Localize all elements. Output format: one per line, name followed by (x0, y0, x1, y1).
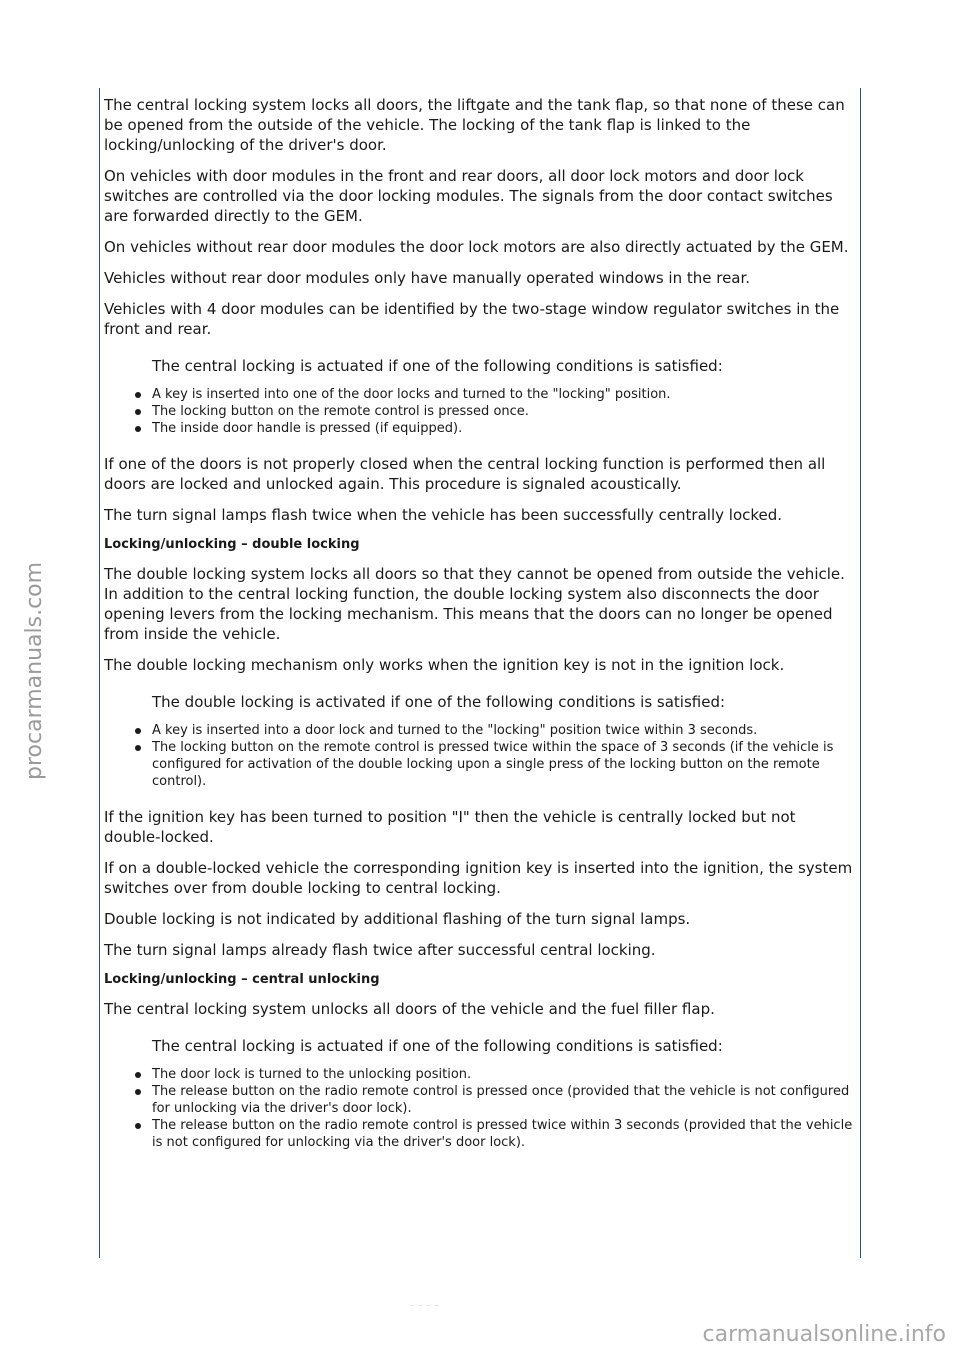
bullet-icon (135, 1072, 141, 1078)
bullet-icon (135, 409, 141, 415)
paragraph: The central locking system unlocks all doors of the vehicle and the fuel filler flap. (104, 1000, 715, 1018)
bullet-icon (135, 745, 141, 751)
list-item-text: A key is inserted into one of the door locks and turned to the "locking" position. (152, 387, 671, 402)
list-item (104, 386, 856, 403)
paragraph: The double locking mechanism only works when the ignition key is not in the ignition lock. (104, 656, 785, 674)
bullet-icon (135, 1123, 141, 1129)
conditions-intro: The double locking is activated if one of the following conditions is satisfied: (152, 693, 726, 711)
list-item-text: The locking button on the remote control is pressed twice within the space of 3 seconds (if the vehicle is configured for activation of the double locking upon a single press of the locking button on the remote control). (152, 740, 834, 789)
list-item (104, 403, 856, 420)
list-item (104, 739, 856, 790)
section-heading-double-locking: Locking/unlocking – double locking (104, 537, 360, 552)
bullet-icon (135, 1089, 141, 1095)
paragraph: If the ignition key has been turned to position "I" then the vehicle is centrally locked but not double-locked. (104, 808, 796, 846)
list-item-text: The release button on the radio remote control is pressed once (provided that the vehicle is not configured for unlocking via the driver's door lock). (152, 1084, 850, 1116)
conditions-list (104, 722, 856, 790)
bottom-watermark: carmanualsonline.info (702, 1322, 946, 1347)
list-item-text: The inside door handle is pressed (if equipped). (152, 421, 463, 436)
paragraph: The central locking system locks all doors, the liftgate and the tank flap, so that none of these can be opened from the outside of the vehicle. The locking of the tank flap is linked to the locking/unlocking of the driver's door. (104, 96, 845, 154)
list-item (104, 1117, 856, 1151)
list-item-text: The release button on the radio remote control is pressed twice within 3 seconds (provided that the vehicle is not configured for unlocking via the driver's door lock). (152, 1118, 853, 1150)
paragraph: On vehicles with door modules in the front and rear doors, all door lock motors and door lock switches are controlled via the door locking modules. The signals from the door contact switches are forwarded directly to the GEM. (104, 167, 833, 225)
conditions-list (104, 1066, 856, 1151)
side-watermark: procarmanuals.com (22, 561, 47, 780)
paragraph: If one of the doors is not properly closed when the central locking function is performed then all doors are locked and unlocked again. This procedure is signaled acoustically. (104, 455, 826, 493)
bullet-icon (135, 728, 141, 734)
list-item (104, 1083, 856, 1117)
conditions-intro: The central locking is actuated if one of the following conditions is satisfied: (152, 357, 723, 375)
page-number-marker: - - - - (410, 1298, 439, 1312)
bullet-icon (135, 426, 141, 432)
list-item-text: The locking button on the remote control is pressed once. (152, 404, 529, 419)
conditions-list (104, 386, 856, 437)
list-item (104, 420, 856, 437)
paragraph: On vehicles without rear door modules the door lock motors are also directly actuated by the GEM. (104, 238, 849, 256)
paragraph: If on a double-locked vehicle the corresponding ignition key is inserted into the ignition, the system switches over from double locking to central locking. (104, 859, 853, 897)
list-item-text: A key is inserted into a door lock and turned to the "locking" position twice within 3 seconds. (152, 723, 758, 738)
conditions-intro: The central locking is actuated if one of the following conditions is satisfied: (152, 1037, 723, 1055)
list-item (104, 1066, 856, 1083)
list-item (104, 722, 856, 739)
paragraph: The double locking system locks all doors so that they cannot be opened from outside the vehicle. In addition to the central locking function, the double locking system also disconnects the door opening levers from the locking mechanism. This means that the doors can no longer be opened from inside the vehicle. (104, 565, 845, 643)
document-body (104, 95, 856, 1168)
bullet-icon (135, 392, 141, 398)
paragraph: The turn signal lamps already flash twice after successful central locking. (104, 941, 656, 959)
paragraph: Double locking is not indicated by additional flashing of the turn signal lamps. (104, 910, 691, 928)
section-heading-central-unlocking: Locking/unlocking – central unlocking (104, 972, 380, 987)
paragraph: The turn signal lamps flash twice when the vehicle has been successfully centrally locked. (104, 506, 783, 524)
paragraph: Vehicles without rear door modules only have manually operated windows in the rear. (104, 269, 751, 287)
paragraph: Vehicles with 4 door modules can be identified by the two-stage window regulator switches in the front and rear. (104, 300, 840, 338)
list-item-text: The door lock is turned to the unlocking position. (152, 1067, 472, 1082)
